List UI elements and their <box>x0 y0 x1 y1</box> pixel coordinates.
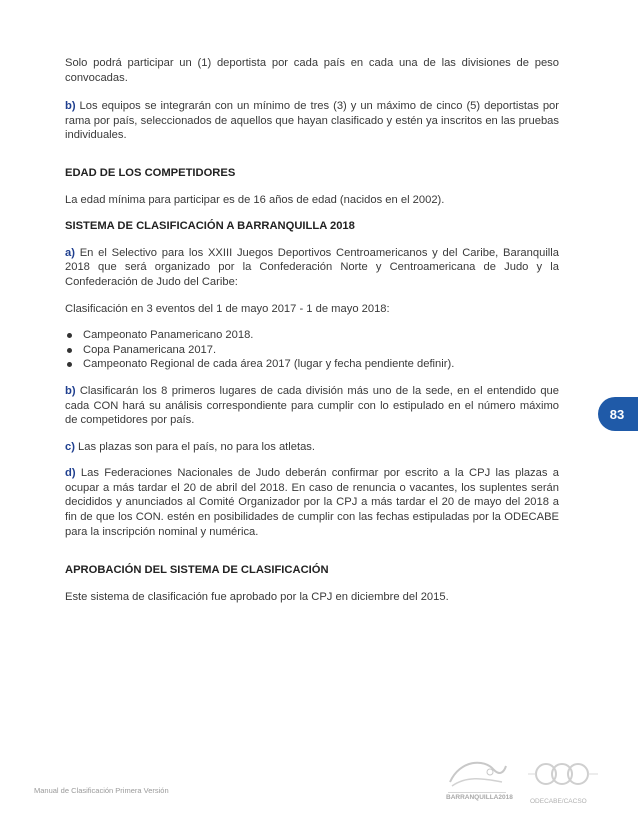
paragraph-teams-text: Los equipos se integrarán con un mínimo de tres (3) y un máximo de cinco (5) deportistas por rama por país, seleccionados de aquellos que hayan clasificado y estén ya inscritos en las pruebas individuales. <box>65 100 559 142</box>
heading-edad: EDAD DE LOS COMPETIDORES <box>65 166 236 179</box>
paragraph-federaciones-text: Las Federaciones Nacionales de Judo deberán confirmar por escrito a la CPJ las plazas a ocupar a más tardar el 20 de abril del 2018. En caso de renuncia o vacantes, los suplentes serán decididos y anunciados al Comité Organizador por la CPJ a más tardar el 20 de mayo del 2018 a fin de que los CON. estén en posibilidades de cumplir con las fechas estipuladas por la ODECABE para la inscripción nominal y numérica. <box>65 467 559 538</box>
item-label-a: a) <box>65 246 75 259</box>
paragraph-selectivo-text: En el Selectivo para los XXIII Juegos Deportivos Centroamericanos y del Caribe, Baranquilla 2018 que será organizado por la Confederación Norte y Centroamericana de Judo y la Confederación de Judo del Caribe: <box>65 246 559 288</box>
footer-text: Manual de Clasificación Primera Versión <box>34 786 169 795</box>
paragraph-individual-limit: Solo podrá participar un (1) deportista por cada país en cada una de las divisiones de peso convocadas. <box>65 57 559 84</box>
paragraph-selectivo <box>65 246 559 290</box>
odecabe-logo <box>522 758 602 810</box>
heading-sistema: SISTEMA DE CLASIFICACIÓN A BARRANQUILLA 2018 <box>65 220 355 233</box>
paragraph-eventos: Clasificación en 3 eventos del 1 de mayo 2017 - 1 de mayo 2018: <box>65 302 390 315</box>
barranquilla-logo-text: BARRANQUILLA2018 <box>446 794 513 801</box>
odecabe-rings-icon <box>522 758 602 794</box>
list-item: Campeonato Regional de cada área 2017 (lugar y fecha pendiente definir). <box>65 357 559 372</box>
paragraph-clasificaran <box>65 384 559 428</box>
item-label-d: d) <box>65 467 76 480</box>
barranquilla-2018-logo <box>442 752 512 812</box>
paragraph-federaciones <box>65 466 559 539</box>
paragraph-plazas <box>65 440 559 455</box>
paragraph-edad: La edad mínima para participar es de 16 años de edad (nacidos en el 2002). <box>65 193 445 206</box>
item-label-b: b) <box>65 100 76 113</box>
paragraph-aprobacion: Este sistema de clasificación fue aprobado por la CPJ en diciembre del 2015. <box>65 590 449 603</box>
paragraph-teams <box>65 99 559 143</box>
event-list <box>65 328 559 372</box>
page-number-badge: 83 <box>598 397 638 431</box>
item-label-b2: b) <box>65 384 76 397</box>
paragraph-clasificaran-text: Clasificarán los 8 primeros lugares de cada división más uno de la sede, en el entendido que cada CON hará su análisis correspondiente para cumplir con lo estipulado en el número máximo de competidores por país. <box>65 384 559 427</box>
list-item: Copa Panamericana 2017. <box>65 343 559 358</box>
document-body <box>65 56 559 604</box>
paragraph-plazas-text: Las plazas son para el país, no para los atletas. <box>74 440 316 453</box>
odecabe-logo-text: ODECABE/CACSO <box>530 798 587 805</box>
heading-aprobacion: APROBACIÓN DEL SISTEMA DE CLASIFICACIÓN <box>65 564 329 577</box>
list-item: Campeonato Panamericano 2018. <box>65 328 559 343</box>
item-label-c: c) <box>65 440 75 453</box>
